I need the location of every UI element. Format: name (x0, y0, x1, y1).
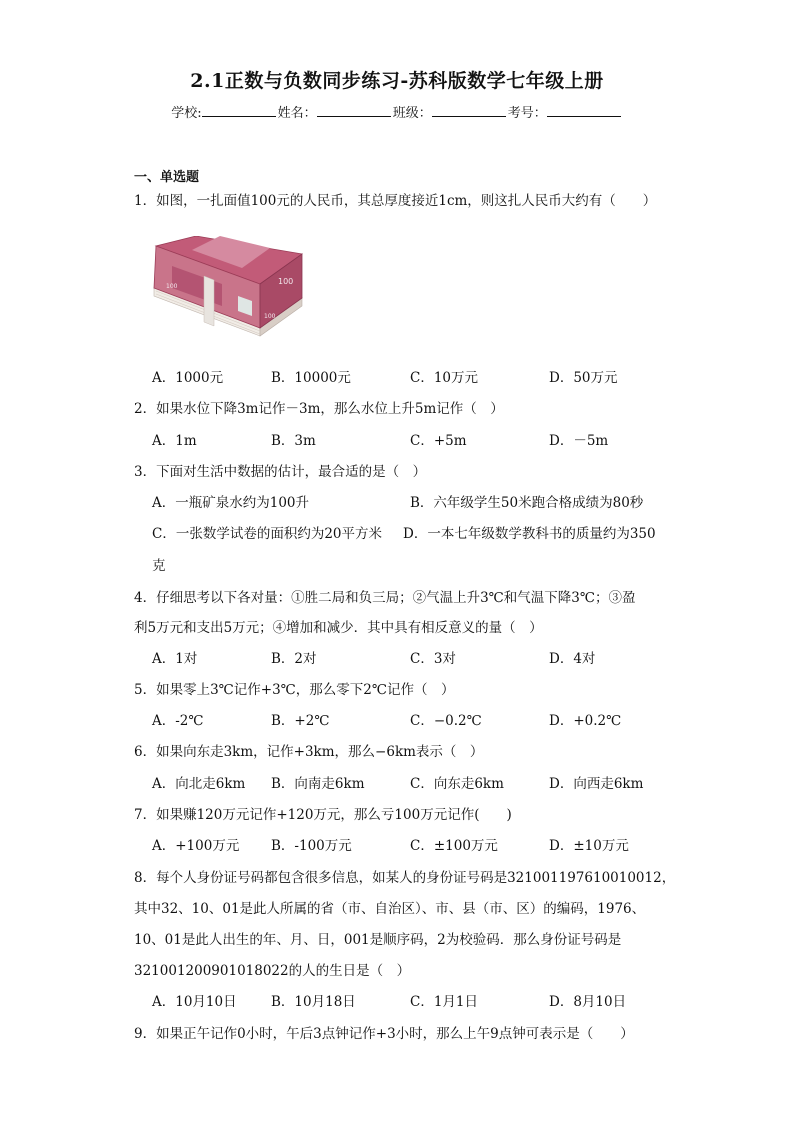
q8-option-c[interactable]: C．1月1日 (410, 994, 479, 1010)
question-2-stem: 2．如果水位下降3m记作－3m，那么水位上升5m记作（ ） (134, 401, 504, 417)
question-6-stem: 6．如果向东走3km，记作+3km，那么−6km表示（ ） (134, 744, 484, 760)
q2-option-d[interactable]: D．－5m (549, 433, 609, 449)
q1-option-a[interactable]: A．1000元 (152, 370, 224, 386)
q8-option-d[interactable]: D．8月10日 (549, 994, 627, 1010)
question-1-stem: 1．如图，一扎面值100元的人民币，其总厚度接近1cm，则这扎人民币大约有（ ） (134, 193, 657, 209)
banknote-stack-image (152, 236, 304, 338)
q8-option-b[interactable]: B．10月18日 (271, 994, 356, 1010)
q2-option-c[interactable]: C．+5m (410, 433, 467, 449)
class-blank[interactable] (432, 104, 506, 117)
banknote-value-label-small: 100 (166, 283, 178, 290)
q6-option-b[interactable]: B．向南走6km (271, 776, 365, 792)
q2-option-a[interactable]: A．1m (152, 433, 197, 449)
question-7-stem: 7．如果赚120万元记作+120万元，那么亏100万元记作( ) (134, 807, 512, 823)
q3-option-d[interactable]: D．一本七年级数学教科书的质量约为350 (403, 526, 656, 542)
q5-option-c[interactable]: C．−0.2℃ (410, 713, 482, 729)
question-8-stem-line-3: 10、01是此人出生的年、月、日，001是顺序码，2为校验码．那么身份证号码是 (134, 932, 622, 948)
question-4-stem-line-1: 4．仔细思考以下各对量：①胜二局和负三局；②气温上升3℃和气温下降3℃；③盈 (134, 590, 636, 606)
page-title: 2.1正数与负数同步练习-苏科版数学七年级上册 (190, 70, 604, 92)
question-8-stem-line-1: 8．每个人身份证号码都包含很多信息，如某人的身份证号码是321001197610010012， (134, 870, 676, 886)
q1-option-d[interactable]: D．50万元 (549, 370, 618, 386)
q6-option-c[interactable]: C．向东走6km (410, 776, 504, 792)
q3-option-b[interactable]: B．六年级学生50米跑合格成绩为80秒 (410, 495, 644, 511)
q3-option-d-wrap: 克 (152, 558, 166, 574)
q4-option-c[interactable]: C．3对 (410, 651, 456, 667)
q8-option-a[interactable]: A．10月10日 (152, 994, 237, 1010)
q1-option-c[interactable]: C．10万元 (410, 370, 479, 386)
q7-option-b[interactable]: B．-100万元 (271, 838, 352, 854)
q5-option-d[interactable]: D．+0.2℃ (549, 713, 622, 729)
q7-option-c[interactable]: C．±100万元 (410, 838, 498, 854)
school-label: 学校: (171, 106, 202, 121)
school-blank[interactable] (202, 104, 276, 117)
q2-option-b[interactable]: B．3m (271, 433, 316, 449)
question-8-stem-line-2: 其中32、10、01是此人所属的省（市、自治区）、市、县（市、区）的编码，1976、 (134, 901, 646, 917)
question-5-stem: 5．如果零上3℃记作+3℃，那么零下2℃记作（ ） (134, 682, 455, 698)
name-blank[interactable] (317, 104, 391, 117)
class-label: 班级： (392, 106, 432, 121)
banknote-value-label: 100 (278, 277, 294, 286)
q4-option-d[interactable]: D．4对 (549, 651, 596, 667)
section-heading: 一、单选题 (134, 170, 200, 185)
q6-option-d[interactable]: D．向西走6km (549, 776, 644, 792)
q7-option-a[interactable]: A．+100万元 (152, 838, 240, 854)
student-info-line (0, 102, 794, 121)
question-8-stem-line-4: 321001200901018022的人的生日是（ ） (134, 963, 411, 979)
q1-option-b[interactable]: B．10000元 (271, 370, 351, 386)
exam-number-blank[interactable] (547, 104, 621, 117)
q7-option-d[interactable]: D．±10万元 (549, 838, 629, 854)
q5-option-b[interactable]: B．+2℃ (271, 713, 330, 729)
name-label: 姓名： (277, 106, 317, 121)
q4-option-a[interactable]: A．1对 (152, 651, 198, 667)
question-4-stem-line-2: 利5万元和支出5万元；④增加和减少．其中具有相反意义的量（ ） (134, 620, 543, 636)
q4-option-b[interactable]: B．2对 (271, 651, 317, 667)
q6-option-a[interactable]: A．向北走6km (152, 776, 246, 792)
question-3-stem: 3．下面对生活中数据的估计，最合适的是（ ） (134, 464, 427, 480)
q3-option-a[interactable]: A．一瓶矿泉水约为100升 (152, 495, 310, 511)
exam-number-label: 考号： (507, 106, 547, 121)
q5-option-a[interactable]: A．-2℃ (152, 713, 204, 729)
q3-option-c[interactable]: C．一张数学试卷的面积约为20平方米 (152, 526, 383, 542)
question-9-stem: 9．如果正午记作0小时，午后3点钟记作+3小时，那么上午9点钟可表示是（ ） (134, 1026, 634, 1042)
banknote-value-label-corner: 100 (264, 313, 276, 320)
